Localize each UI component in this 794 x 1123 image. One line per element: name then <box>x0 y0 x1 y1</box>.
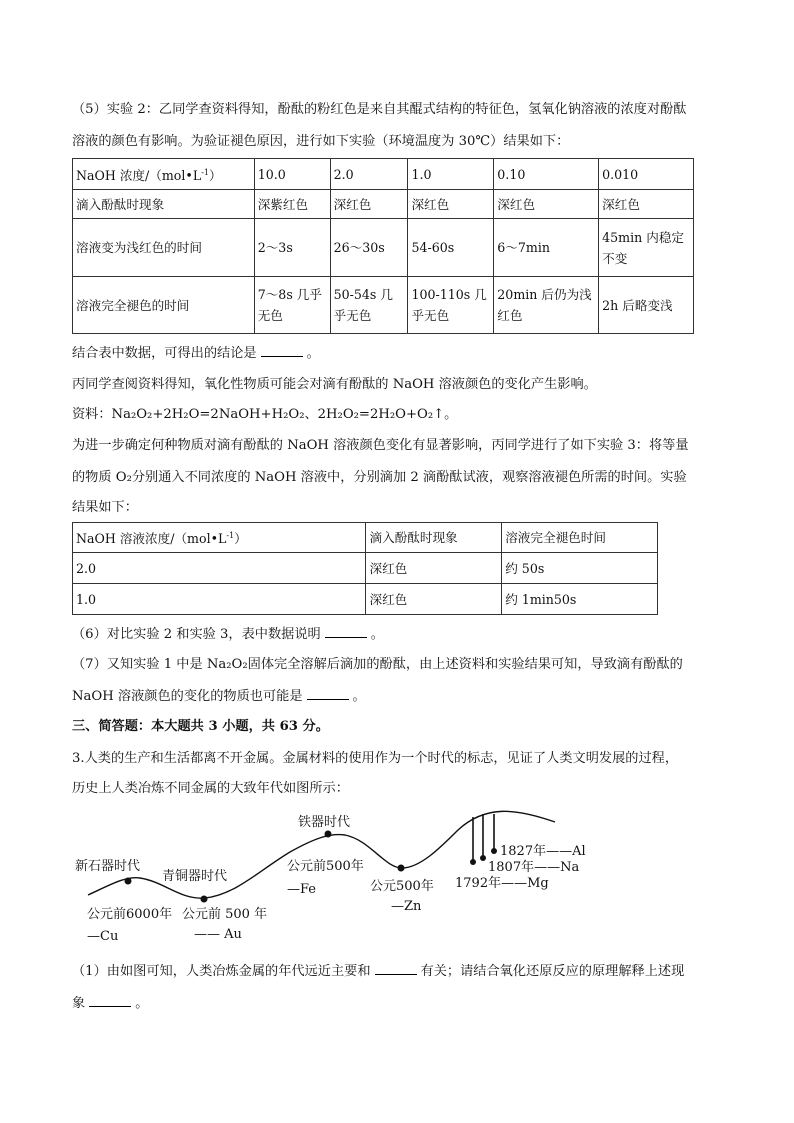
exp3-line3: 结果如下： <box>72 500 138 515</box>
q3-line2: 历史上人类冶炼不同金属的大致年代如图所示： <box>72 781 349 796</box>
metal-label: —Fe <box>287 882 317 897</box>
table-cell: 6～7min <box>494 219 599 277</box>
q5-line1: （5）实验 2：乙同学查资料得知，酚酞的粉红色是来自其醌式结构的特征色，氢氧化钠溶液的浓度对酚酞 <box>72 102 687 117</box>
row-label: 溶液变为浅红色的时间 <box>73 219 255 277</box>
header-cell: NaOH 溶液浓度$/(mol•L^{-1})$ <box>73 523 366 553</box>
table-cell: 2.0 <box>73 553 366 584</box>
metal-label: 1827年——Al <box>500 844 586 859</box>
row-label: 溶液完全褪色的时间 <box>73 277 255 334</box>
table-cell: 26～30s <box>330 219 408 277</box>
table-cell: 深红色 <box>366 553 502 584</box>
table-cell: 45min 内稳定不变 <box>599 219 694 277</box>
bing-line: 丙同学查阅资料得知，氧化性物质可能会对滴有酚酞的 NaOH 溶液颜色的变化产生影响。 <box>72 377 597 392</box>
era-dot <box>398 865 405 872</box>
q5-line2: 溶液的颜色有影响。为验证褪色原因，进行如下实验（环境温度为 30℃）结果如下： <box>72 134 570 149</box>
q3-1-line1: （1）由如图可知，人类冶炼金属的年代远近主要和 有关；请结合氧化还原反应的原理解释上述现 <box>72 964 685 979</box>
year-label: 公元前6000年 <box>87 907 173 922</box>
metal-label: —Cu <box>87 929 119 944</box>
era-label: 青铜器时代 <box>162 869 228 884</box>
era-dot <box>201 896 208 903</box>
table-cell: 深红色 <box>408 190 494 219</box>
era-dot <box>325 831 332 838</box>
metal-label: 1792年——Mg <box>455 876 549 891</box>
table-cell: 54-60s <box>408 219 494 277</box>
table-cell: 100-110s 几乎无色 <box>408 277 494 334</box>
metal-label: —— Au <box>194 927 242 942</box>
table-cell: 1.0 <box>73 584 366 615</box>
answer-blank[interactable] <box>375 962 417 975</box>
table-cell: 深红色 <box>330 190 408 219</box>
q6-line: （6）对比实验 2 和实验 3，表中数据说明 。 <box>72 627 384 642</box>
q3-line1: 3.人类的生产和生活都离不开金属。金属材料的使用作为一个时代的标志，见证了人类文明发展的过程， <box>72 751 679 766</box>
section3-heading: 三、简答题：本大题共 3 小题，共 63 分。 <box>72 719 329 734</box>
table-cell: 深红色 <box>494 190 599 219</box>
table-cell: 深紫红色 <box>254 190 330 219</box>
q7-line2: NaOH 溶液颜色的变化的物质也可能是 。 <box>72 689 366 704</box>
table-cell: 20min 后仍为浅红色 <box>494 277 599 334</box>
year-label: 公元500年 <box>370 879 434 894</box>
answer-blank[interactable] <box>89 994 131 1007</box>
table-cell: 深红色 <box>366 584 502 615</box>
era-label: 铁器时代 <box>298 815 351 830</box>
year-label: 公元前 500 年 <box>182 907 268 922</box>
era-dot <box>125 878 132 885</box>
q7-line1: （7）又知实验 1 中是 Na₂O₂固体完全溶解后滴加的酚酞，由上述资料和实验结果可知，导致滴有酚酞的 <box>72 657 683 672</box>
header-cell: NaOH 浓度$/(mol•L^{-1})$ <box>73 159 255 190</box>
table-cell: 0.10 <box>494 159 599 190</box>
era-label: 新石器时代 <box>75 859 141 874</box>
conclusion-line: 结合表中数据，可得出的结论是 。 <box>72 346 320 361</box>
table-cell: 2h 后略变浅 <box>599 277 694 334</box>
table-cell: 约 1min50s <box>502 584 658 615</box>
exp3-line1: 为进一步确定何种物质对滴有酚酞的 NaOH 溶液颜色变化有显著影响，丙同学进行了如下实验 3：将等量 <box>72 438 689 453</box>
table-cell: 约 50s <box>502 553 658 584</box>
q3-1-line2: 象 。 <box>72 996 149 1011</box>
table-cell: 50-54s 几乎无色 <box>330 277 408 334</box>
header-cell: 溶液完全褪色时间 <box>502 523 658 553</box>
exp3-line2: 的物质 O₂分别通入不同浓度的 NaOH 溶液中，分别滴加 2 滴酚酞试液，观察溶液褪色所需的时间。实验 <box>72 470 687 485</box>
table-cell: 7～8s 几乎无色 <box>254 277 330 334</box>
row-label: 滴入酚酞时现象 <box>73 190 255 219</box>
ziliao-line: 资料：Na₂O₂+2H₂O=2NaOH+H₂O₂、2H₂O₂=2H₂O+O₂↑。 <box>72 407 458 422</box>
table-cell: 2.0 <box>330 159 408 190</box>
table-cell: 2～3s <box>254 219 330 277</box>
table-cell: 深红色 <box>599 190 694 219</box>
table-cell: 0.010 <box>599 159 694 190</box>
year-label: 公元前500年 <box>287 859 364 874</box>
table-cell: 1.0 <box>408 159 494 190</box>
header-cell: 滴入酚酞时现象 <box>366 523 502 553</box>
table-cell: 10.0 <box>254 159 330 190</box>
metal-label: —Zn <box>391 899 422 914</box>
metal-label: 1807年——Na <box>488 860 580 875</box>
